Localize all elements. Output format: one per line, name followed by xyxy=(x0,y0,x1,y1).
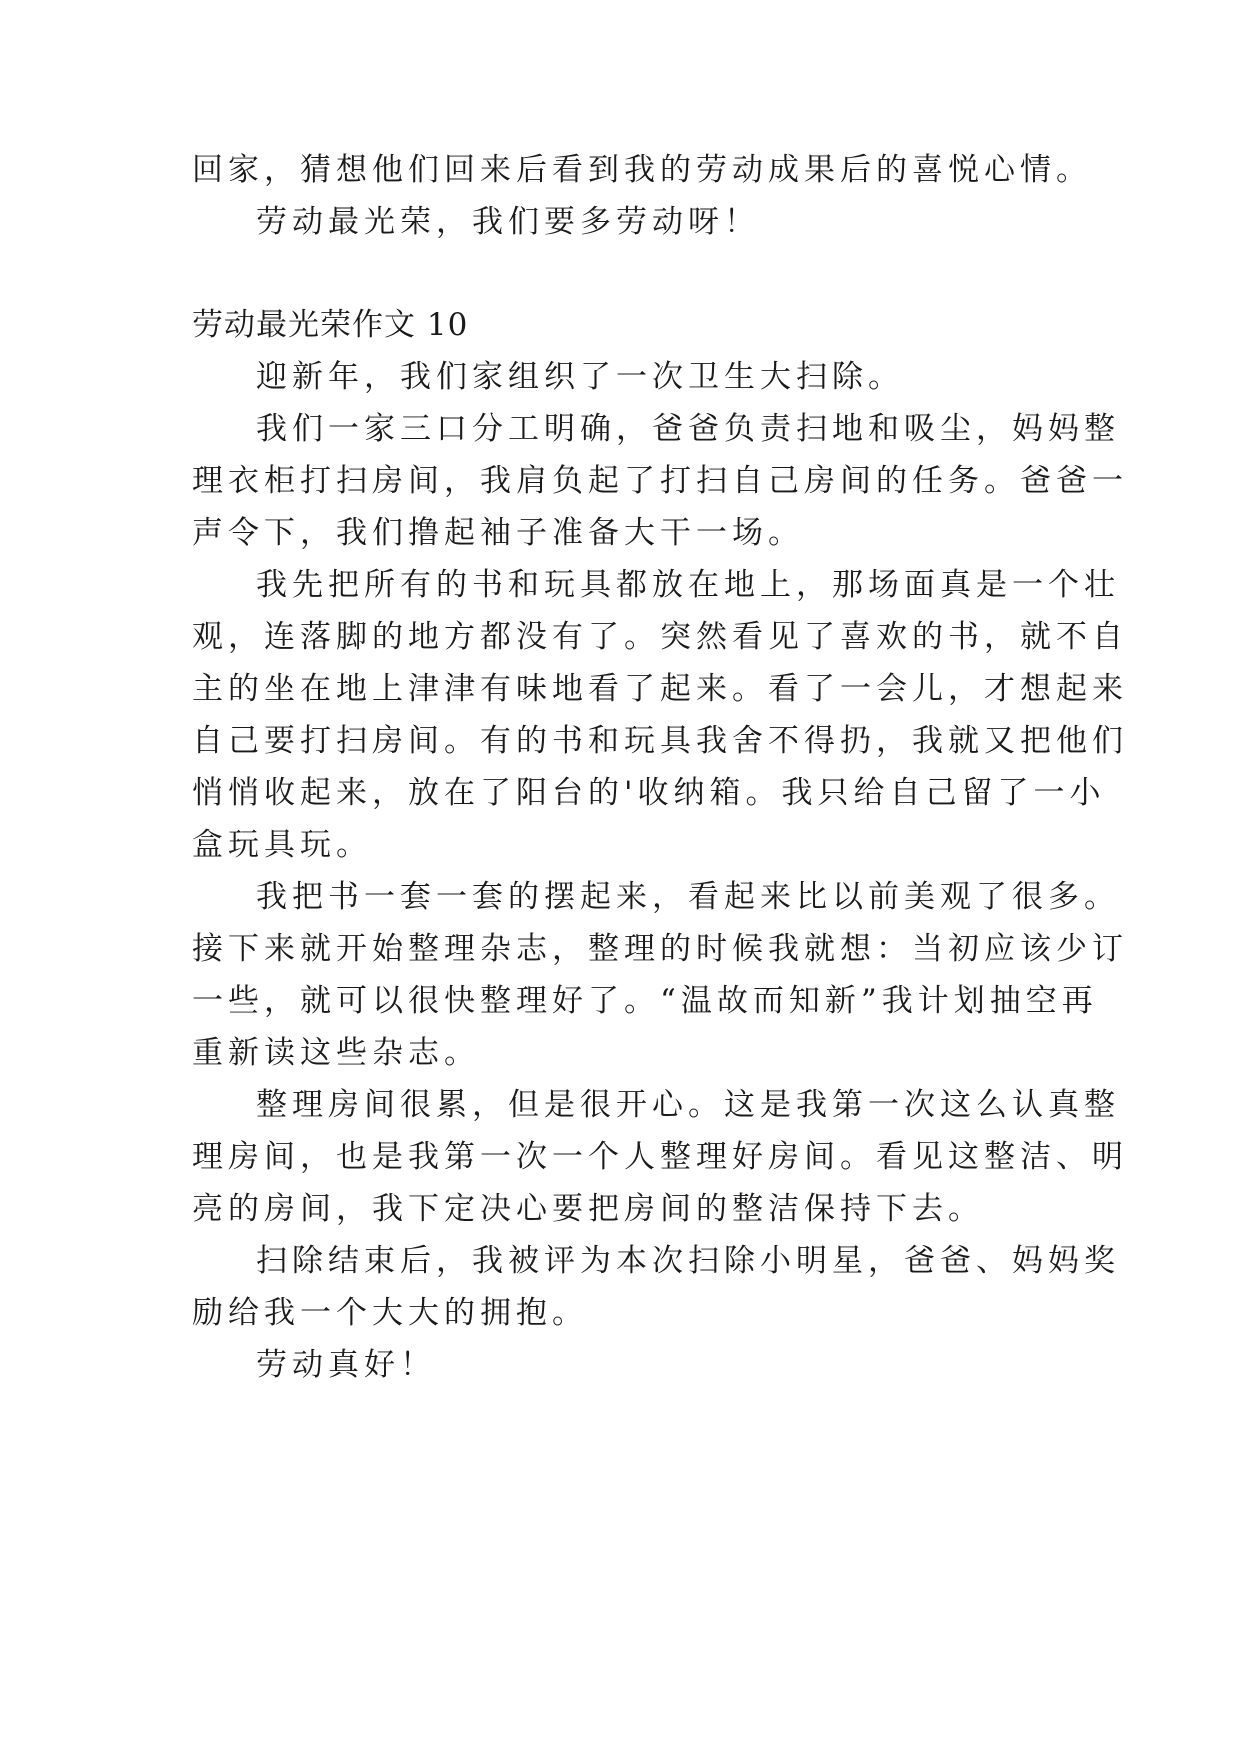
text-line: 自己要打扫房间。有的书和玩具我舍不得扔，我就又把他们 xyxy=(192,723,1128,759)
text-line: 一些，就可以很快整理好了。“温故而知新”我计划抽空再 xyxy=(192,983,1098,1019)
text-line: 回家，猜想他们回来后看到我的劳动成果后的喜悦心情。 xyxy=(192,152,1092,188)
text-line: 理衣柜打扫房间，我肩负起了打扫自己房间的任务。爸爸一 xyxy=(192,463,1128,499)
text-line: 整理房间很累，但是很开心。这是我第一次这么认真整 xyxy=(256,1087,1120,1123)
text-line: 接下来就开始整理杂志，整理的时候我就想：当初应该少订 xyxy=(192,931,1128,967)
text-line: 我们一家三口分工明确，爸爸负责扫地和吸尘，妈妈整 xyxy=(256,411,1120,447)
text-line: 迎新年，我们家组织了一次卫生大扫除。 xyxy=(256,359,904,395)
text-line: 励给我一个大大的拥抱。 xyxy=(192,1295,588,1331)
text-line: 理房间，也是我第一次一个人整理好房间。看见这整洁、明 xyxy=(192,1139,1128,1175)
text-line: 亮的房间，我下定决心要把房间的整洁保持下去。 xyxy=(192,1191,984,1227)
text-line: 扫除结束后，我被评为本次扫除小明星，爸爸、妈妈奖 xyxy=(256,1243,1120,1279)
text-line: 悄悄收起来，放在了阳台的'收纳箱。我只给自己留了一小 xyxy=(192,775,1106,811)
text-line: 重新读这些杂志。 xyxy=(192,1035,480,1071)
text-line: 我先把所有的书和玩具都放在地上，那场面真是一个壮 xyxy=(256,567,1120,603)
text-line: 声令下，我们撸起袖子准备大干一场。 xyxy=(192,515,804,551)
text-line: 劳动最光荣，我们要多劳动呀！ xyxy=(256,204,760,240)
text-line: 主的坐在地上津津有味地看了起来。看了一会儿，才想起来 xyxy=(192,671,1128,707)
text-line: 我把书一套一套的摆起来，看起来比以前美观了很多。 xyxy=(256,879,1120,915)
text-line: 观，连落脚的地方都没有了。突然看见了喜欢的书，就不自 xyxy=(192,619,1128,655)
text-line: 劳动真好！ xyxy=(256,1347,436,1383)
section-title: 劳动最光荣作文 10 xyxy=(192,307,469,343)
text-line: 盒玩具玩。 xyxy=(192,827,372,863)
